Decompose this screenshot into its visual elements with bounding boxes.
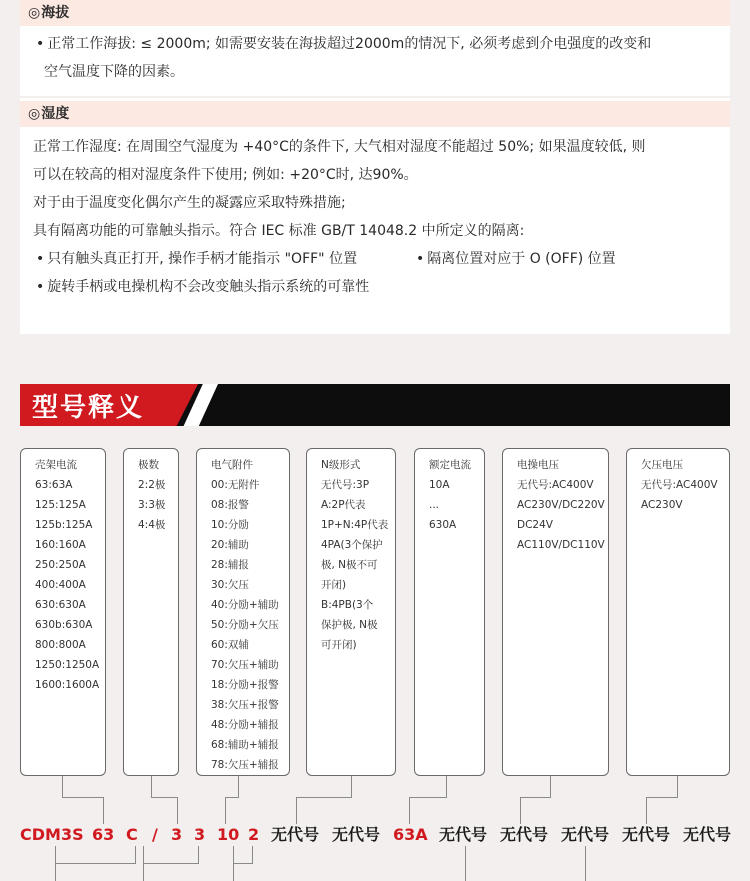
box-option: 125:125A	[35, 499, 86, 511]
code-accessories: 10	[217, 825, 240, 844]
box-option: 48:分励+辅报	[211, 719, 279, 731]
connector-line	[55, 863, 136, 864]
code-option: 无代号	[561, 825, 610, 844]
box-option: 250:250A	[35, 559, 86, 571]
code-release-type: 3	[171, 825, 183, 844]
box-motor-voltage	[502, 448, 609, 776]
box-heading: N级形式	[321, 459, 361, 471]
box-poles	[123, 448, 179, 776]
box-option: 50:分励+欠压	[211, 619, 279, 631]
code-option: 无代号	[683, 825, 732, 844]
connector-line	[585, 846, 586, 881]
box-option: 30:欠压	[211, 579, 249, 591]
box-undervoltage	[626, 448, 730, 776]
box-rated-current	[414, 448, 485, 776]
box-option: 可开闭)	[321, 639, 357, 651]
box-heading: 壳架电流	[35, 459, 77, 471]
box-option: ...	[429, 499, 440, 511]
connector-line	[296, 797, 352, 824]
box-option: 无代号:3P	[321, 479, 370, 491]
box-option: 400:400A	[35, 579, 86, 591]
box-option: 63:63A	[35, 479, 73, 491]
connector-line	[225, 797, 239, 824]
box-accessories	[196, 448, 290, 776]
box-option: 20:辅助	[211, 539, 249, 551]
connector-line	[520, 797, 551, 824]
model-title: 型号释义	[32, 393, 145, 423]
code-option: 无代号	[271, 825, 320, 844]
box-option: 68:辅助+辅报	[211, 739, 279, 751]
box-option: 1250:1250A	[35, 659, 100, 671]
box-option: 10A	[429, 479, 450, 491]
box-option: 00:无附件	[211, 479, 260, 491]
box-option: 78:欠压+辅报	[211, 759, 279, 771]
connector-line	[446, 776, 447, 798]
circle-marker-icon: ◎	[28, 5, 41, 21]
box-option: DC24V	[517, 519, 553, 531]
connector-line	[103, 797, 104, 824]
humidity-line-3: 对于由于温度变化偶尔产生的凝露应采取特殊措施;	[33, 195, 346, 211]
box-option: 无代号:AC400V	[641, 479, 718, 491]
box-option: 630:630A	[35, 599, 86, 611]
box-option: 40:分励+辅助	[211, 599, 279, 611]
connector-line	[550, 776, 551, 798]
box-option: A:2P代表	[321, 499, 366, 511]
connector-line	[252, 846, 253, 864]
box-option: 800:800A	[35, 639, 86, 651]
code-undervoltage: 无代号	[622, 825, 671, 844]
code-motor-voltage: 无代号	[500, 825, 549, 844]
humidity-header	[20, 101, 730, 127]
altitude-line-2: 空气温度下降的因素。	[44, 64, 184, 80]
box-option: 1P+N:4P代表	[321, 519, 389, 531]
code-breaking-class: C	[126, 825, 138, 844]
model-banner	[20, 384, 730, 426]
altitude-line-1: • 正常工作海拔: ≤ 2000m; 如需要安装在海拔超过2000m的情况下, 必须考虑到介电强度的改变和	[36, 36, 652, 52]
box-option: 38:欠压+报警	[211, 699, 279, 711]
connector-line	[177, 797, 178, 824]
box-option: 630A	[429, 519, 457, 531]
connector-line	[646, 797, 678, 824]
box-option: 125b:125A	[35, 519, 93, 531]
box-option: 4PA(3个保护	[321, 539, 383, 551]
box-heading: 额定电流	[429, 459, 471, 471]
box-heading: 极数	[138, 459, 159, 471]
circle-marker-icon: ◎	[28, 106, 41, 122]
connector-line	[238, 776, 239, 798]
humidity-card	[20, 98, 730, 334]
connector-line	[198, 846, 199, 864]
box-frame-current	[20, 448, 106, 776]
box-option: 28:辅报	[211, 559, 249, 571]
code-poles: 3	[194, 825, 206, 844]
bullet-icon: •	[36, 251, 45, 267]
box-option: 4:4极	[138, 519, 166, 531]
connector-line	[677, 776, 678, 798]
box-option: 1600:1600A	[35, 679, 100, 691]
altitude-header	[20, 0, 730, 26]
humidity-line-2: 可以在较高的相对湿度条件下使用; 例如: +20°C时, 达90%。	[33, 167, 418, 183]
code-n-pole: 无代号	[332, 825, 381, 844]
code-frame-current: 63	[92, 825, 115, 844]
bullet-icon: •	[36, 36, 45, 52]
box-option: 160:160A	[35, 539, 86, 551]
humidity-bullet-1: • 只有触头真正打开, 操作手柄才能指示 "OFF" 位置	[36, 251, 358, 267]
box-option: 开闭)	[321, 579, 347, 591]
box-heading: 欠压电压	[641, 459, 683, 471]
connector-line	[233, 863, 253, 864]
bullet-icon: •	[36, 279, 45, 295]
humidity-bullet-2: • 隔离位置对应于 O (OFF) 位置	[416, 251, 616, 267]
humidity-title: 湿度	[41, 106, 70, 122]
connector-line	[151, 776, 178, 798]
box-n-pole	[306, 448, 396, 776]
code-operation: 2	[248, 825, 260, 844]
box-heading: 电操电压	[517, 459, 559, 471]
box-option: 保护极, N极	[321, 619, 378, 631]
box-option: 10:分励	[211, 519, 249, 531]
connector-line	[409, 797, 447, 824]
box-option: 极, N极不可	[321, 559, 378, 571]
box-option: 3:3极	[138, 499, 166, 511]
humidity-line-1: 正常工作湿度: 在周围空气湿度为 +40°C的条件下, 大气相对湿度不能超过 50%; 如果温度较低, 则	[33, 139, 646, 155]
box-option: 08:报警	[211, 499, 249, 511]
bullet-icon: •	[416, 251, 425, 267]
box-option: 18:分励+报警	[211, 679, 279, 691]
connector-line	[62, 776, 104, 798]
box-option: 2:2极	[138, 479, 166, 491]
altitude-title: 海拔	[41, 5, 70, 21]
connector-line	[135, 846, 136, 864]
box-option: 630b:630A	[35, 619, 93, 631]
connector-line	[143, 863, 199, 864]
humidity-bullet-3: • 旋转手柄或电操机构不会改变触头指示系统的可靠性	[36, 279, 370, 295]
box-option: AC230V/DC220V	[517, 499, 605, 511]
humidity-line-4: 具有隔离功能的可靠触头指示。符合 IEC 标准 GB/T 14048.2 中所定义的隔离:	[33, 223, 525, 239]
code-rated-current: 63A	[393, 825, 428, 844]
box-option: 70:欠压+辅助	[211, 659, 279, 671]
code-option: 无代号	[439, 825, 488, 844]
connector-line	[351, 776, 352, 798]
box-option: AC230V	[641, 499, 683, 511]
box-heading: 电气附件	[211, 459, 253, 471]
code-slash: /	[152, 825, 158, 844]
connector-line	[465, 846, 466, 881]
box-option: 60:双辅	[211, 639, 249, 651]
code-series: CDM3S	[20, 825, 84, 844]
box-option: 无代号:AC400V	[517, 479, 594, 491]
box-option: B:4PB(3个	[321, 599, 374, 611]
box-option: AC110V/DC110V	[517, 539, 605, 551]
